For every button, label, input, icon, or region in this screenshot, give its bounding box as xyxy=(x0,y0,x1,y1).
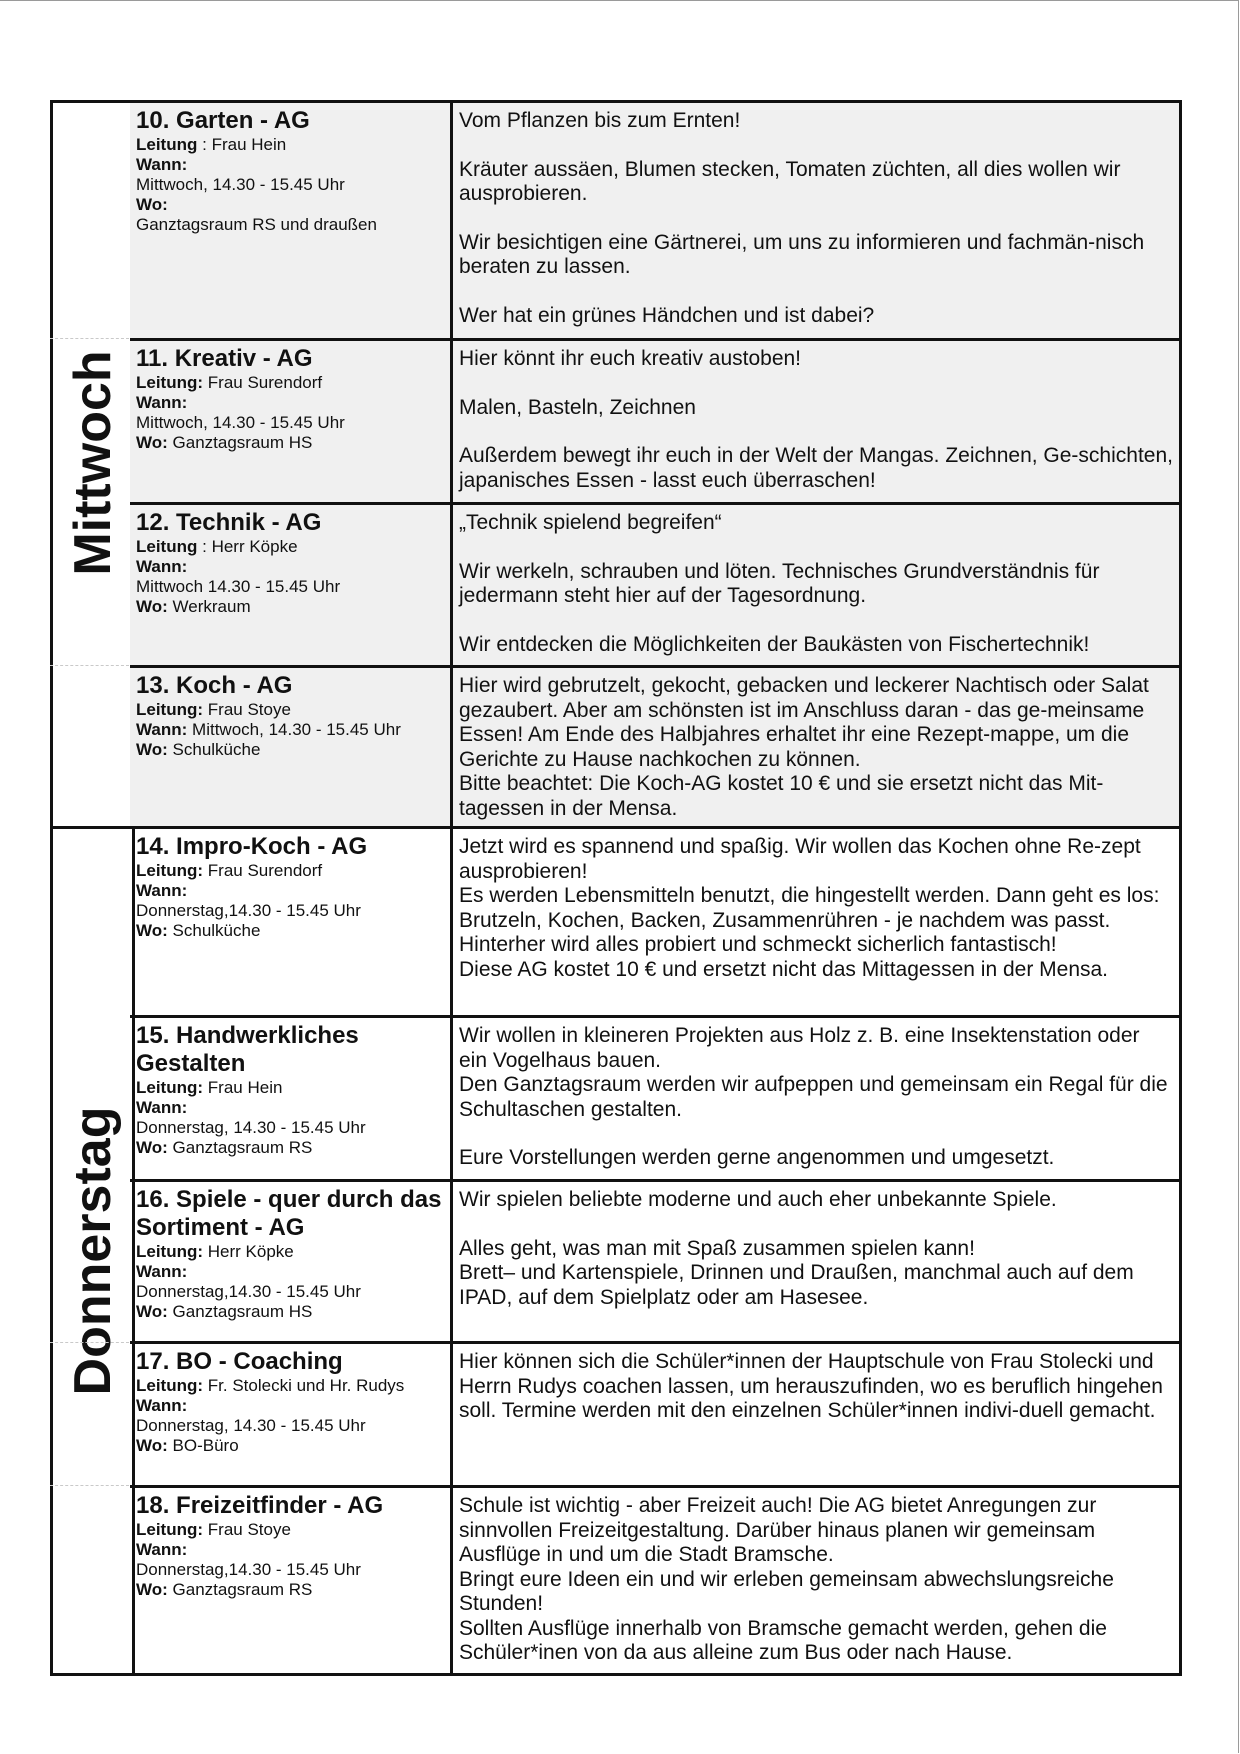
leitung-value: Frau Stoye xyxy=(207,700,291,719)
leitung-line xyxy=(136,700,444,720)
ag-row xyxy=(130,826,1182,1015)
paragraph-gap xyxy=(459,1122,1173,1146)
wo-line xyxy=(136,1138,444,1158)
wann-line xyxy=(136,720,444,740)
ag-row xyxy=(130,1485,1182,1675)
ag-description-cell xyxy=(453,505,1179,665)
leitung-value: : Herr Köpke xyxy=(202,537,298,556)
ag-title: 15. Handwerkliches Gestalten xyxy=(136,1022,359,1077)
description-paragraph: Jetzt wird es spannend und spaßig. Wir wollen das Kochen ohne Re-zept ausprobieren! xyxy=(459,835,1141,883)
wo-value: BO-Büro xyxy=(172,1436,239,1455)
wo-line xyxy=(136,433,444,453)
leitung-value: Herr Köpke xyxy=(207,1242,294,1261)
ag-title: 13. Koch - AG xyxy=(136,672,293,699)
leitung-value: Frau Hein xyxy=(207,1078,283,1097)
wann-label: Wann: xyxy=(136,881,188,900)
leitung-label: Leitung: xyxy=(136,1078,204,1097)
ag-title: 16. Spiele - quer durch das Sortiment - AG xyxy=(136,1186,442,1241)
ag-info-cell xyxy=(130,1344,453,1485)
leitung-label: Leitung: xyxy=(136,1520,204,1539)
description-paragraph: Wir spielen beliebte moderne und auch eher unbekannte Spiele. xyxy=(459,1188,1057,1211)
wo-label: Wo: xyxy=(136,1302,168,1321)
description-paragraph: Vom Pflanzen bis zum Ernten! xyxy=(459,109,741,132)
leitung-label: Leitung: xyxy=(136,1242,204,1261)
wo-value: Ganztagsraum HS xyxy=(172,433,313,452)
wo-label: Wo: xyxy=(136,195,168,214)
ag-info-cell xyxy=(130,103,453,338)
ag-description-cell xyxy=(453,1488,1179,1675)
wo-line xyxy=(136,1436,444,1456)
wo-label: Wo: xyxy=(136,597,168,616)
wo-value: Ganztagsraum RS xyxy=(172,1138,313,1157)
wo-label: Wo: xyxy=(136,921,168,940)
description-paragraph: Es werden Lebensmitteln benutzt, die hingestellt werden. Dann geht es los: Brutzeln, Kochen, Backen, Zusammenrühren - je nachdem was passt. xyxy=(459,884,1160,932)
wo-label: Wo: xyxy=(136,1436,168,1455)
leitung-line xyxy=(136,537,444,557)
paragraph-gap xyxy=(459,536,1173,560)
paragraph-gap xyxy=(459,372,1173,396)
leitung-label: Leitung: xyxy=(136,861,204,880)
leitung-value: Frau Surendorf xyxy=(207,861,323,880)
wann-value: Donnerstag, 14.30 - 15.45 Uhr xyxy=(136,1118,366,1137)
description-paragraph: Wer hat ein grünes Händchen und ist dabei? xyxy=(459,303,875,327)
ag-title: 18. Freizeitfinder - AG xyxy=(136,1492,384,1519)
wo-label: Wo: xyxy=(136,1580,168,1599)
wann-label: Wann: xyxy=(136,1396,188,1415)
ag-description-cell xyxy=(453,1182,1179,1341)
wann-label: Wann: xyxy=(136,155,188,174)
description-paragraph: Bitte beachtet: Die Koch-AG kostet 10 € und sie ersetzt nicht das Mit-tagessen in der Mensa. xyxy=(459,772,1104,820)
ag-row xyxy=(130,1015,1182,1179)
description-paragraph: Hier wird gebrutzelt, gekocht, gebacken und leckerer Nachtisch oder Salat gezaubert. Aber am schönsten ist im Anschluss daran - das ge-meinsame Essen! Am Ende des Halbjahres erhaltet ihr eine Rezept-mappe, um die Gerichte zu Hause nachkochen zu können. xyxy=(459,674,1149,771)
paragraph-gap xyxy=(459,207,1173,231)
description-paragraph: Wir werkeln, schrauben und löten. Technisches Grundverständnis für jedermann steht hier auf der Tagesordnung. xyxy=(459,559,1100,607)
leitung-value: : Frau Hein xyxy=(202,135,287,154)
paragraph-gap xyxy=(459,134,1173,158)
leitung-line xyxy=(136,1078,444,1098)
table-bottom-border xyxy=(50,1673,1182,1676)
description-paragraph: Kräuter aussäen, Blumen stecken, Tomaten züchten, all dies wollen wir ausprobieren. xyxy=(459,157,1121,205)
ag-info-cell xyxy=(130,1488,453,1675)
ag-description-cell xyxy=(453,668,1179,826)
description-paragraph: Den Ganztagsraum werden wir aufpeppen und gemeinsam ein Regal für die Schultaschen gestalten. xyxy=(459,1073,1168,1121)
ag-row xyxy=(130,1341,1182,1485)
leitung-line xyxy=(136,861,444,881)
day-column-wednesday xyxy=(50,100,135,826)
wo-line xyxy=(136,740,444,760)
leitung-label: Leitung: xyxy=(136,373,204,392)
leitung-line xyxy=(136,1242,444,1262)
ag-info-cell xyxy=(130,341,453,502)
wann-label: Wann: xyxy=(136,1098,188,1117)
leitung-label: Leitung xyxy=(136,135,198,154)
description-paragraph: Brett– und Kartenspiele, Drinnen und Draußen, manchmal auch auf dem IPAD, auf dem Spielplatz oder am Hasesee. xyxy=(459,1261,1134,1309)
leitung-label: Leitung xyxy=(136,537,198,556)
paragraph-gap xyxy=(459,609,1173,633)
ag-title: 11. Kreativ - AG xyxy=(136,345,313,372)
leitung-value: Frau Surendorf xyxy=(207,373,323,392)
wo-label: Wo: xyxy=(136,433,168,452)
day-label-wednesday: Mittwoch xyxy=(63,350,122,576)
wann-label: Wann: xyxy=(136,557,188,576)
ag-description-cell xyxy=(453,341,1179,502)
leitung-line xyxy=(136,373,444,393)
wann-label: Wann: xyxy=(136,720,188,739)
day-column-thursday xyxy=(50,826,135,1675)
leitung-value: Fr. Stolecki und Hr. Rudys xyxy=(207,1376,405,1395)
wo-value: Schulküche xyxy=(172,740,261,759)
description-paragraph: „Technik spielend begreifen“ xyxy=(459,511,722,534)
description-paragraph: Bringt eure Ideen ein und wir erleben gemeinsam abwechslungsreiche Stunden! xyxy=(459,1567,1114,1615)
ag-title: 14. Impro-Koch - AG xyxy=(136,833,368,860)
wann-value: Donnerstag,14.30 - 15.45 Uhr xyxy=(136,901,361,920)
day-separator xyxy=(50,338,129,339)
wann-value: Mittwoch, 14.30 - 15.45 Uhr xyxy=(192,720,401,739)
ag-description-cell xyxy=(453,103,1179,338)
wann-label: Wann: xyxy=(136,393,188,412)
ag-title: 17. BO - Coaching xyxy=(136,1348,343,1375)
description-paragraph: Malen, Basteln, Zeichnen xyxy=(459,395,696,419)
ag-title: 10. Garten - AG xyxy=(136,107,310,134)
ag-row xyxy=(130,100,1182,338)
leitung-line xyxy=(136,1520,444,1540)
description-paragraph: Wir entdecken die Möglichkeiten der Baukästen von Fischertechnik! xyxy=(459,632,1090,656)
wo-label: Wo: xyxy=(136,1138,168,1157)
wo-line xyxy=(136,597,444,617)
paragraph-gap xyxy=(459,1213,1173,1237)
wo-value: Ganztagsraum RS xyxy=(172,1580,313,1599)
wann-value: Mittwoch 14.30 - 15.45 Uhr xyxy=(136,577,341,596)
day-separator xyxy=(50,1485,129,1486)
ag-info-cell xyxy=(130,1182,453,1341)
leitung-line xyxy=(136,135,444,155)
ag-description-cell xyxy=(453,1018,1179,1179)
description-paragraph: Wir wollen in kleineren Projekten aus Holz z. B. eine Insektenstation oder ein Vogelhaus bauen. xyxy=(459,1024,1140,1072)
leitung-value: Frau Stoye xyxy=(207,1520,291,1539)
description-paragraph: Diese AG kostet 10 € und ersetzt nicht das Mittagessen in der Mensa. xyxy=(459,957,1109,981)
ag-description-cell xyxy=(453,1344,1179,1485)
wo-value: Ganztagsraum RS und draußen xyxy=(136,215,377,234)
paragraph-gap xyxy=(459,420,1173,444)
day-separator xyxy=(50,665,129,666)
wann-label: Wann: xyxy=(136,1262,188,1281)
ag-info-cell xyxy=(130,668,453,826)
ag-info-cell xyxy=(130,1018,453,1179)
description-paragraph: Alles geht, was man mit Spaß zusammen spielen kann! xyxy=(459,1236,975,1260)
day-separator xyxy=(50,1342,129,1343)
wann-label: Wann: xyxy=(136,1540,188,1559)
leitung-label: Leitung: xyxy=(136,1376,204,1395)
wann-value: Mittwoch, 14.30 - 15.45 Uhr xyxy=(136,413,345,432)
ag-description-cell xyxy=(453,829,1179,1015)
ag-info-cell xyxy=(130,829,453,1015)
ag-title: 12. Technik - AG xyxy=(136,509,322,536)
wo-line xyxy=(136,1302,444,1322)
ag-row xyxy=(130,665,1182,826)
wann-value: Mittwoch, 14.30 - 15.45 Uhr xyxy=(136,175,345,194)
ag-row xyxy=(130,1179,1182,1341)
wo-line xyxy=(136,921,444,941)
wo-value: Ganztagsraum HS xyxy=(172,1302,313,1321)
leitung-line xyxy=(136,1376,444,1396)
description-paragraph: Hier können sich die Schüler*innen der Hauptschule von Frau Stolecki und Herrn Rudys coachen lassen, um herauszufinden, wo es beruflich hingehen soll. Termine werden mit den einzelnen Schüler*innen indivi-duell gemacht. xyxy=(459,1350,1163,1422)
ag-row xyxy=(130,338,1182,502)
ag-row xyxy=(130,502,1182,665)
wann-value: Donnerstag,14.30 - 15.45 Uhr xyxy=(136,1560,361,1579)
wann-value: Donnerstag,14.30 - 15.45 Uhr xyxy=(136,1282,361,1301)
description-paragraph: Wir besichtigen eine Gärtnerei, um uns zu informieren und fachmän-nisch beraten zu lassen. xyxy=(459,230,1145,278)
leitung-label: Leitung: xyxy=(136,700,204,719)
wo-label: Wo: xyxy=(136,740,168,759)
paragraph-gap xyxy=(459,280,1173,304)
wo-value: Werkraum xyxy=(172,597,251,616)
description-paragraph: Eure Vorstellungen werden gerne angenommen und umgesetzt. xyxy=(459,1146,1055,1169)
wo-line xyxy=(136,1580,444,1600)
description-paragraph: Hier könnt ihr euch kreativ austoben! xyxy=(459,347,802,370)
wo-value: Schulküche xyxy=(172,921,261,940)
wann-value: Donnerstag, 14.30 - 15.45 Uhr xyxy=(136,1416,366,1435)
description-paragraph: Sollten Ausflüge innerhalb von Bramsche gemacht werden, gehen die Schüler*inen von da aus alleine zum Bus oder nach Hause. xyxy=(459,1616,1107,1664)
description-paragraph: Hinterher wird alles probiert und schmeckt sicherlich fantastisch! xyxy=(459,933,1057,956)
ag-info-cell xyxy=(130,505,453,665)
description-paragraph: Schule ist wichtig - aber Freizeit auch! Die AG bietet Anregungen zur sinnvollen Freizeitgestaltung. Darüber hinaus planen wir gemeinsam Ausflüge in und um die Stadt Bramsche. xyxy=(459,1494,1097,1566)
description-paragraph: Außerdem bewegt ihr euch in der Welt der Mangas. Zeichnen, Ge-schichten, japanisches Essen - lasst euch überraschen! xyxy=(459,444,1173,492)
day-label-thursday: Donnerstag xyxy=(63,1106,122,1395)
